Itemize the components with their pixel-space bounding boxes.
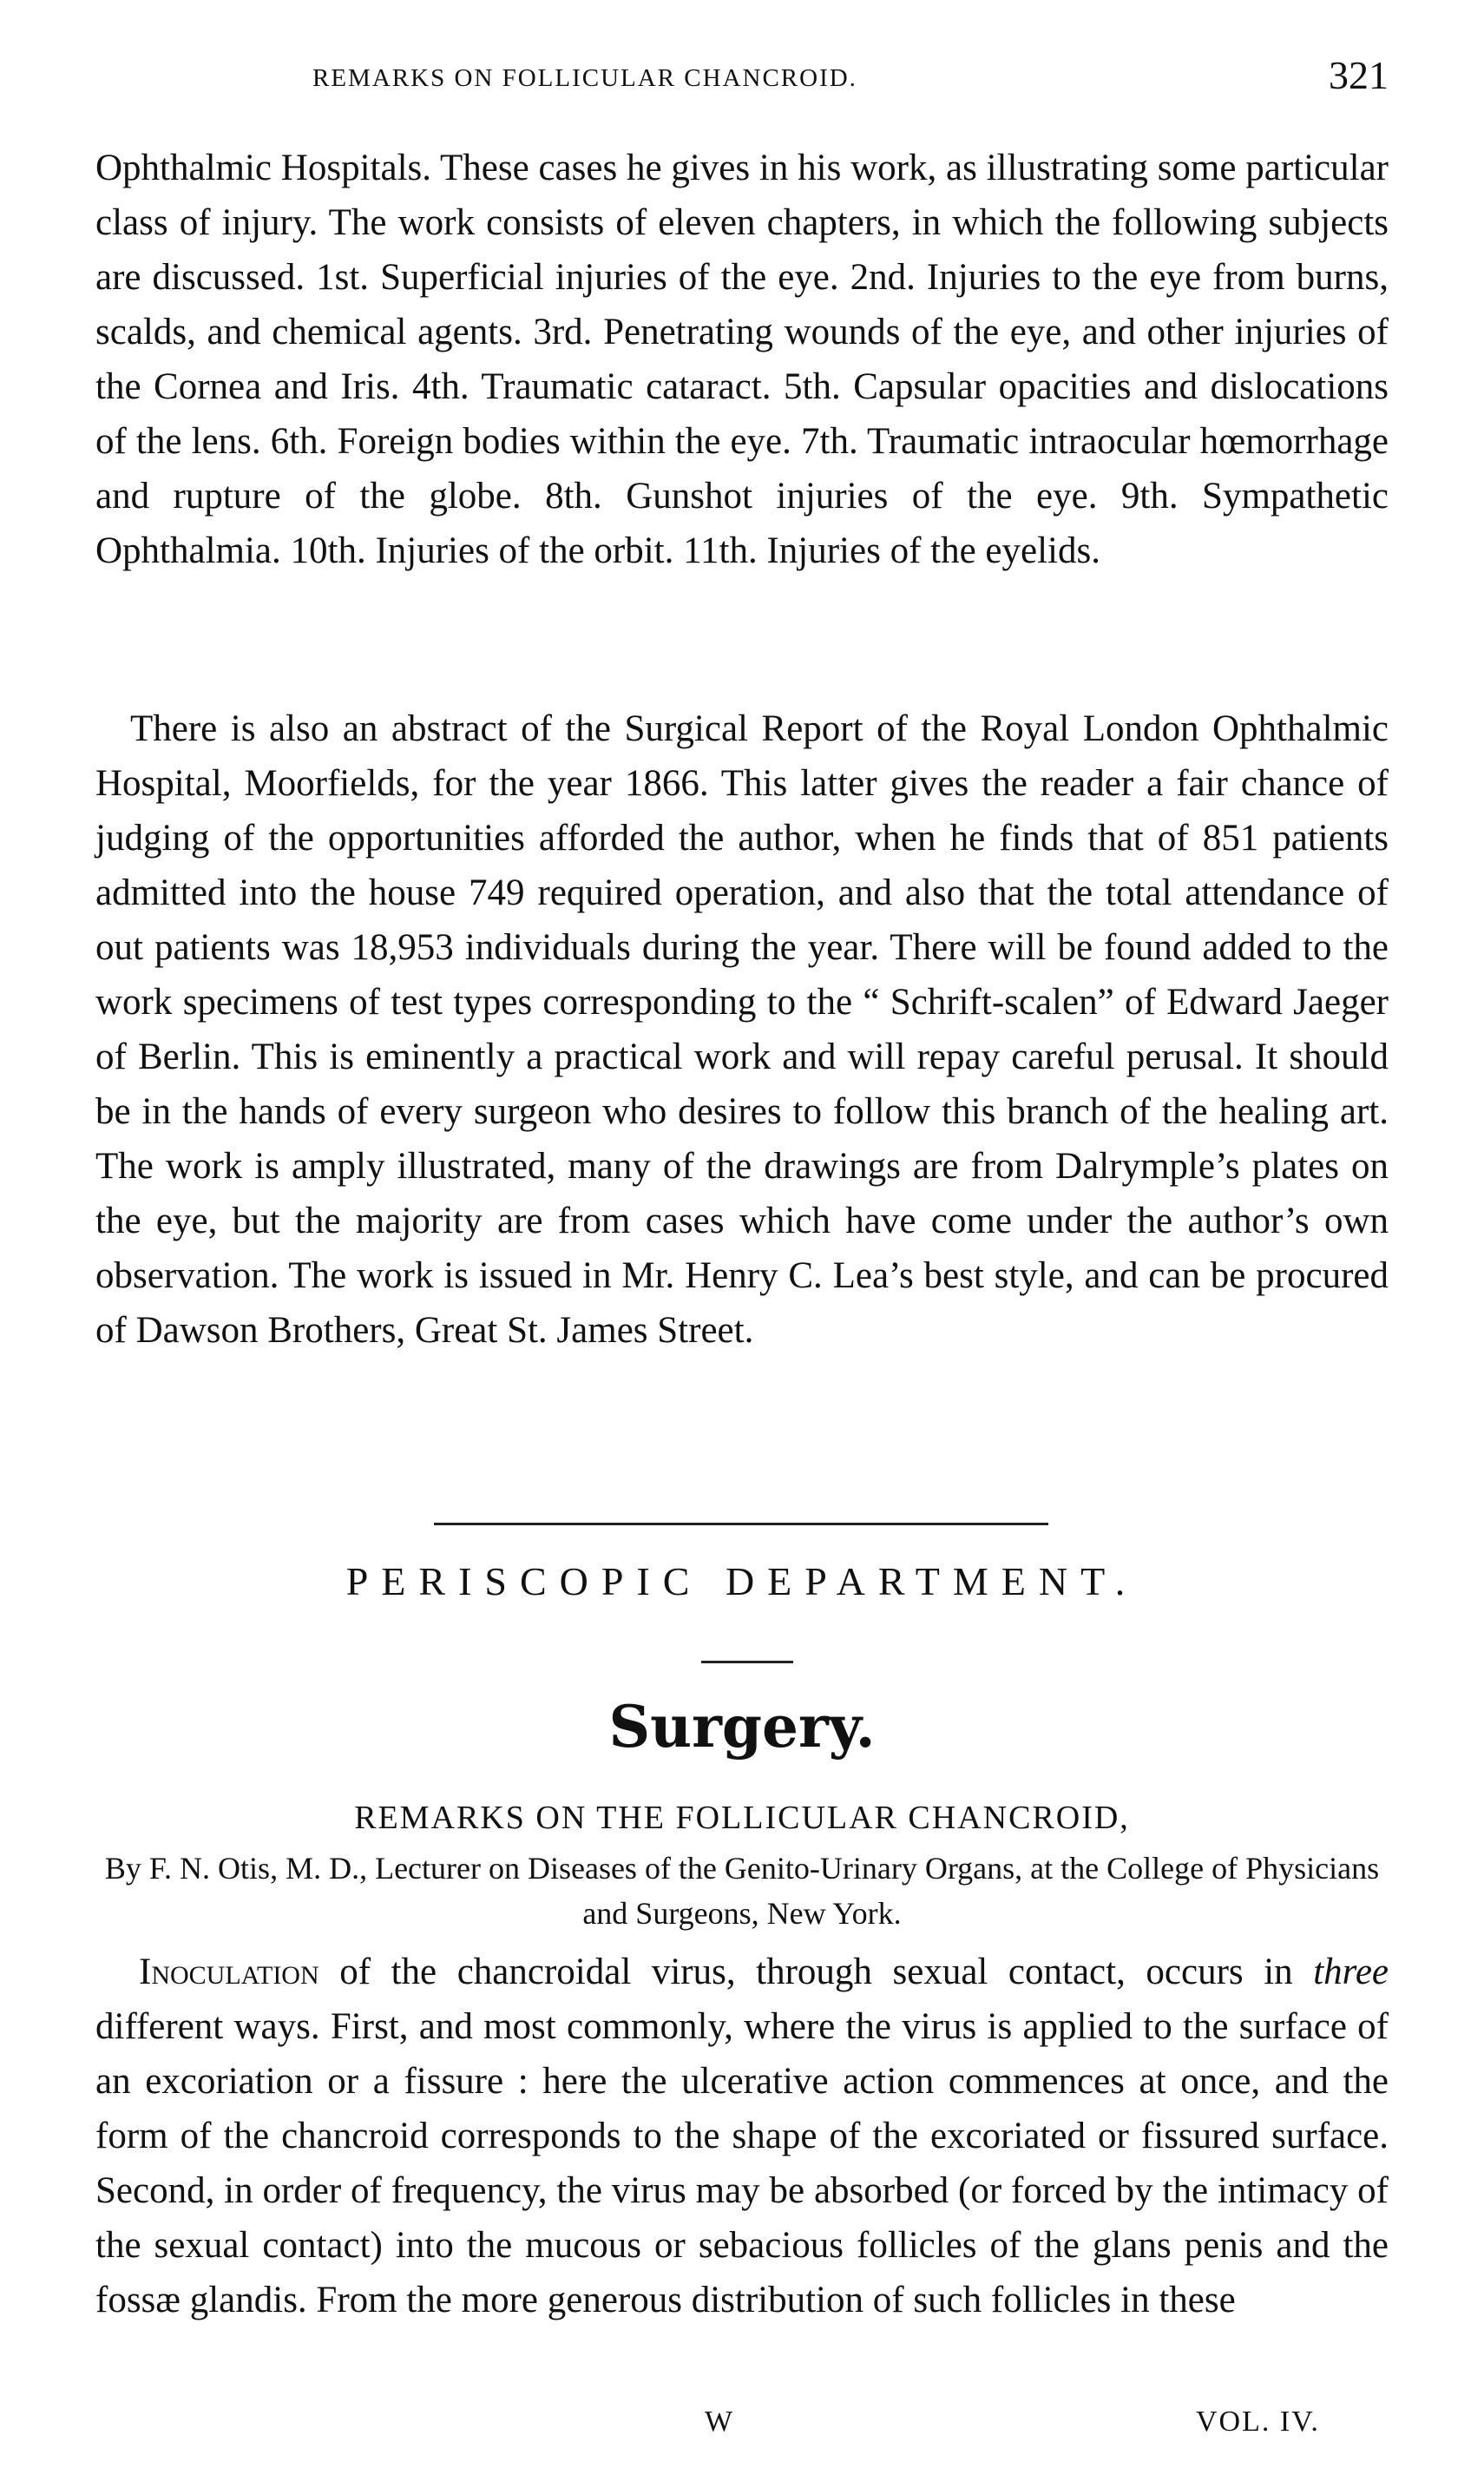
page-number: 321 [1329,53,1389,97]
signature-mark: W [705,2406,733,2438]
review-paragraph-1: Ophthalmic Hospitals. These cases he gives in his work, as illustrating some particular class of injury. The work consists of eleven chapters, in which the following subjects are discussed. 1st. Superficial injuries of the eye. 2nd. Injuries to the eye from burns, scalds, and chemical agents. 3rd. Penetrating wounds of the eye, and other injuries of the Cornea and Iris. 4th. Traumatic cataract. 5th. Capsular opacities and dislocations of the lens. 6th. Foreign bodies within the eye. 7th. Traumatic intraocular hœmorrhage and rupture of the globe. 8th. Gunshot injuries of the eye. 9th. Sympathetic Ophthalmia. 10th. Injuries of the orbit. 11th. Injuries of the eyelids. [95,148,1389,571]
emphasis-word: three [1313,1952,1389,1992]
department-heading: PERISCOPIC DEPARTMENT. [345,1559,1139,1603]
paragraph-text-a: of the chancroidal virus, through sexual contact, occurs in [318,1952,1314,1992]
running-header [95,52,1389,113]
lead-word: Inoculation [139,1952,319,1992]
article-title: REMARKS ON THE FOLLICULAR CHANCROID, [354,1800,1130,1836]
review-paragraph-2: There is also an abstract of the Surgical Report of the Royal London Ophthalmic Hospital, Moorfields, for the year 1866. This latter gives the reader a fair chance of judging of the opportunities afforded the author, when he finds that of 851 patients admitted into the house 749 required operation, and also that the total attendance of out patients was 18,953 individuals during the year. There will be found added to the work specimens of test types corresponding to the “ Schrift-scalen” of Edward Jaeger of Berlin. This is eminently a practical work and will repay careful perusal. It should be in the hands of every surgeon who desires to follow this branch of the healing art. The work is amply illustrated, many of the drawings are from Dalrymple’s plates on the eye, but the majority are from cases which have come under the author’s own observation. The work is issued in Mr. Henry C. Lea’s best style, and can be procured of Dawson Brothers, Great St. James Street. [95,708,1389,1351]
section-divider-rule [434,1523,1048,1525]
article-byline: By F. N. Otis, M. D., Lecturer on Diseases of the Genito-Urinary Organs, at the College of Physicians and Surgeons, New York. [104,1851,1380,1931]
volume-mark: VOL. IV. [1196,2406,1320,2438]
paragraph-text-b: different ways. First, and most commonly, where the virus is applied to the surface of an excoriation or a fissure : here the ulcerative action commences at once, and the form of the chancroid corresponds to the shape of the excoriated or fissured surface. Second, in order of frequency, the virus may be absorbed (or forced by the intimacy of the sexual contact) into the mucous or sebacious follicles of the glans penis and the fossæ glandis. From the more generous distribution of such follicles in these [95,2006,1389,2320]
short-divider-rule [701,1661,793,1663]
article-paragraph-1 [95,1945,1389,2327]
running-title: REMARKS ON FOLLICULAR CHANCROID. [312,64,857,92]
section-heading: Surgery. [608,1693,876,1761]
